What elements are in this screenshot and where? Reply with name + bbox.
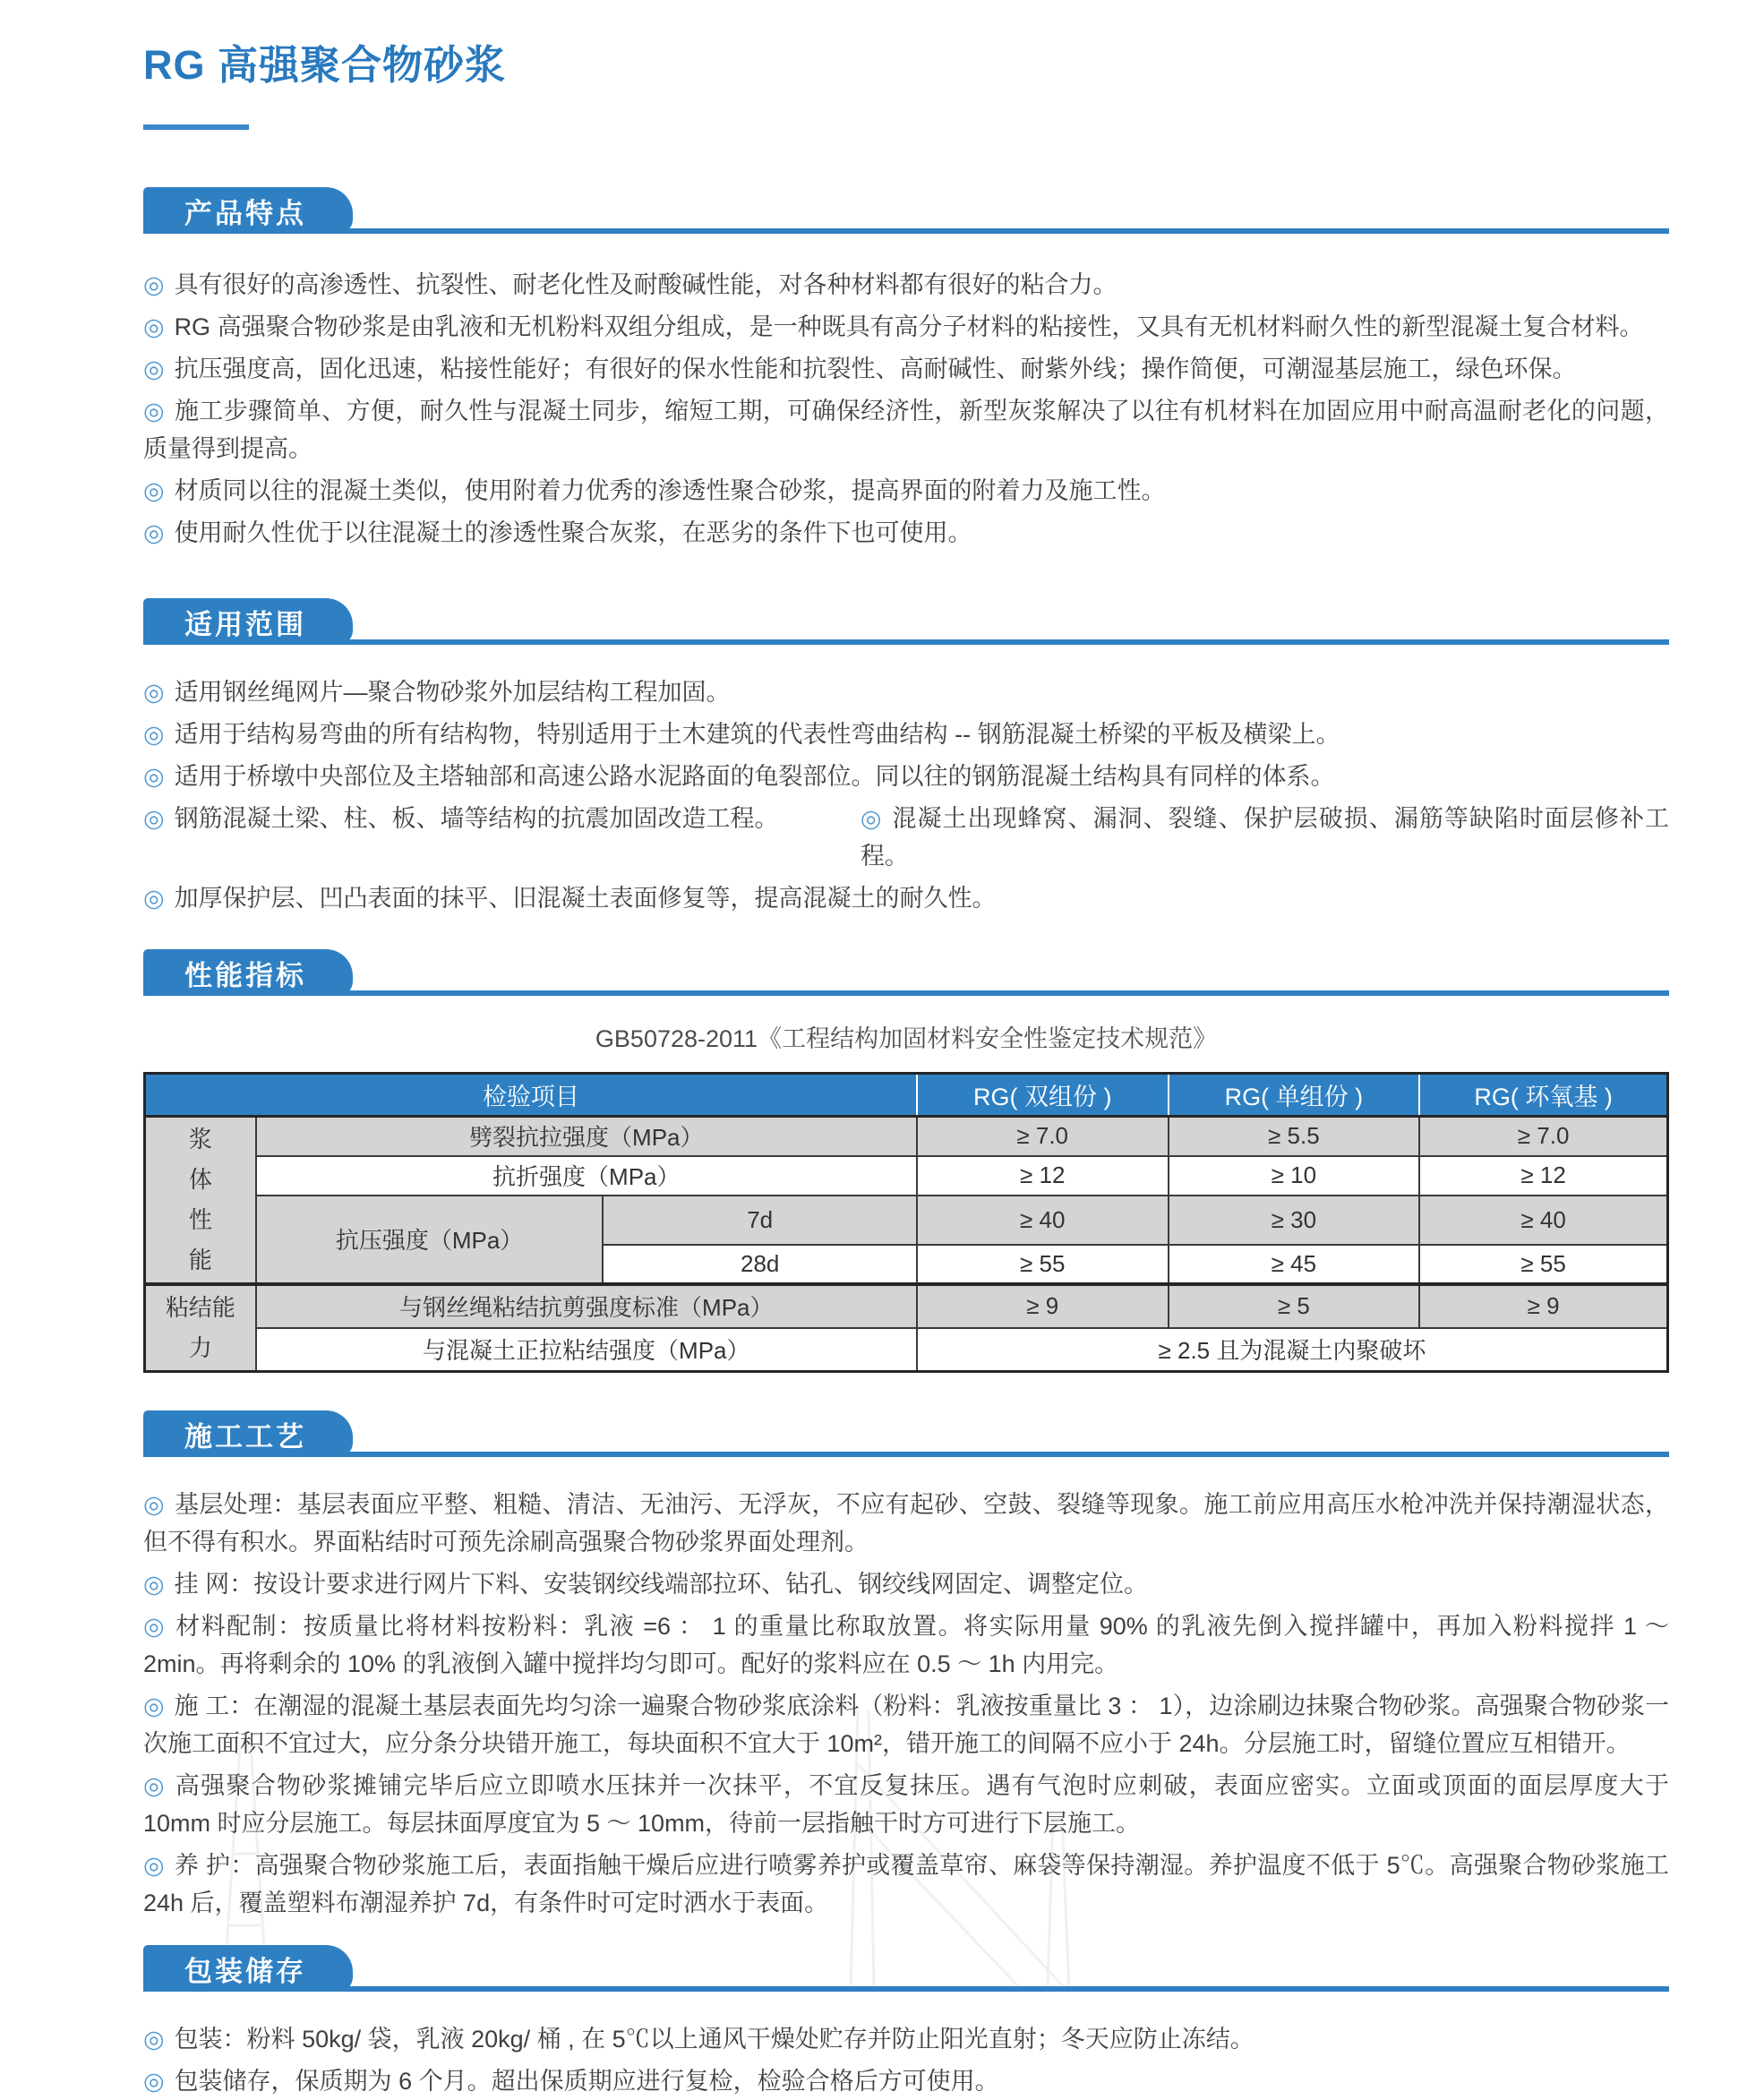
section-banner-packaging: 包装储存 — [143, 1945, 353, 1992]
bullet-item — [143, 1565, 1669, 1603]
title-underline — [143, 124, 249, 130]
feature-text: 抗压强度高，固化迅速，粘接性能好；有很好的保水性能和抗裂性、高耐碱性、耐紫外线；操作简便，可潮湿基层施工，绿色环保。 — [174, 356, 1577, 382]
bullet-item — [143, 716, 1669, 753]
scope-dual-row — [143, 800, 1669, 879]
scope-text: 钢筋混凝土梁、柱、板、墙等结构的抗震加固改造工程。 — [174, 805, 779, 832]
bullet-item — [143, 758, 1669, 795]
scope-text: 适用于桥墩中央部位及主塔轴部和高速公路水泥路面的龟裂部位。同以往的钢筋混凝土结构具有同样的体系。 — [174, 763, 1335, 790]
table-cell-value: ≥ 7.0 — [917, 1117, 1169, 1156]
bullet-item — [143, 800, 861, 875]
bullet-item — [143, 392, 1669, 467]
process-text: 高强聚合物砂浆摊铺完毕后应立即喷水压抹并一次抹平，不宜反复抹压。遇有气泡时应刺破，表面应密实。立面或顶面的面层厚度大于 10mm 时应分层施工。每层抹面厚度宜为 5 ～ 10mm，待前一层指触干时方可进行下层施工。 — [143, 1772, 1669, 1837]
table-cell-value: ≥ 9 — [1419, 1284, 1667, 1328]
table-row — [145, 1284, 1668, 1328]
column-header-rg-one-part: RG( 单组份 ) — [1169, 1074, 1420, 1117]
table-cell-age: 28d — [603, 1245, 916, 1284]
scope-text: 适用钢丝绳网片—聚合物砂浆外加层结构工程加固。 — [174, 679, 731, 706]
bullet-item — [143, 472, 1669, 510]
table-cell-value: ≥ 7.0 — [1419, 1117, 1667, 1156]
section-rule — [143, 639, 1669, 645]
bullet-icon: ◎ — [143, 1852, 165, 1879]
feature-text: 材质同以往的混凝土类似，使用附着力优秀的渗透性聚合砂浆，提高界面的附着力及施工性。 — [174, 477, 1166, 504]
table-cell-value: ≥ 12 — [1419, 1156, 1667, 1196]
bullet-item — [143, 350, 1669, 388]
packaging-text: 包装储存，保质期为 6 个月。超出保质期应进行复检，检验合格后方可使用。 — [174, 2068, 999, 2095]
scope-text: 混凝土出现蜂窝、漏洞、裂缝、保护层破损、漏筋等缺陷时面层修补工程。 — [860, 805, 1669, 870]
feature-text: 具有很好的高渗透性、抗裂性、耐老化性及耐酸碱性能，对各种材料都有很好的粘合力。 — [174, 271, 1117, 298]
section-banner-scope: 适用范围 — [143, 598, 353, 645]
table-cell-value: ≥ 12 — [917, 1156, 1169, 1196]
row-group-label-slurry: 浆体性能 — [145, 1117, 256, 1285]
table-caption: GB50728-2011《工程结构加固材料安全性鉴定技术规范》 — [595, 1025, 1218, 1052]
row-group-label-bonding: 粘结能力 — [145, 1284, 256, 1372]
section-header-performance — [143, 949, 1669, 996]
bullet-item — [143, 2020, 1669, 2058]
scope-list — [143, 673, 1669, 917]
table-cell-value: ≥ 10 — [1169, 1156, 1420, 1196]
packaging-text: 包装：粉料 50kg/ 袋，乳液 20kg/ 桶 , 在 5℃以上通风干燥处贮存并防止阳光直射；冬天应防止冻结。 — [174, 2026, 1254, 2053]
bullet-icon: ◎ — [143, 356, 165, 382]
bullet-icon: ◎ — [143, 1491, 165, 1518]
column-header-rg-two-part: RG( 双组份 ) — [917, 1074, 1169, 1117]
bullet-icon: ◎ — [143, 763, 165, 790]
section-header-features — [143, 187, 1669, 234]
table-cell-value: ≥ 55 — [917, 1245, 1169, 1284]
table-cell-value: ≥ 40 — [917, 1196, 1169, 1246]
bullet-item — [143, 1486, 1669, 1561]
bullet-icon: ◎ — [143, 679, 165, 706]
bullet-icon: ◎ — [143, 1693, 165, 1719]
table-header-row — [145, 1074, 1668, 1117]
section-rule — [143, 228, 1669, 234]
bullet-icon: ◎ — [143, 1571, 165, 1598]
bullet-icon: ◎ — [143, 519, 165, 546]
table-cell-value: ≥ 55 — [1419, 1245, 1667, 1284]
process-text: 基层处理：基层表面应平整、粗糙、清洁、无油污、无浮灰，不应有起砂、空鼓、裂缝等现象。施工前应用高压水枪冲洗并保持潮湿状态，但不得有积水。界面粘结时可预先涂刷高强聚合物砂浆界面处理剂。 — [143, 1491, 1670, 1556]
table-cell-item: 与混凝土正拉粘结强度（MPa） — [256, 1328, 917, 1372]
feature-text: 使用耐久性优于以往混凝土的渗透性聚合灰浆，在恶劣的条件下也可使用。 — [174, 519, 972, 546]
section-header-packaging — [143, 1945, 1669, 1992]
features-list — [143, 266, 1669, 552]
bullet-item — [143, 266, 1669, 304]
feature-text: RG 高强聚合物砂浆是由乳液和无机粉料双组分组成，是一种既具有高分子材料的粘接性，又具有无机材料耐久性的新型混凝土复合材料。 — [174, 313, 1644, 340]
page-title: RG 高强聚合物砂浆 — [143, 42, 507, 88]
section-rule — [143, 1452, 1669, 1457]
table-cell-value: ≥ 5 — [1169, 1284, 1420, 1328]
process-list — [143, 1486, 1669, 1922]
packaging-list — [143, 2020, 1669, 2100]
table-cell-value: ≥ 30 — [1169, 1196, 1420, 1246]
table-row — [145, 1117, 1668, 1156]
bullet-icon: ◎ — [143, 271, 165, 298]
bullet-item — [143, 2062, 1669, 2100]
bullet-icon: ◎ — [143, 477, 165, 504]
scope-text: 加厚保护层、凹凸表面的抹平、旧混凝土表面修复等，提高混凝土的耐久性。 — [174, 885, 997, 912]
table-row — [145, 1156, 1668, 1196]
table-cell-item: 抗压强度（MPa） — [256, 1196, 604, 1285]
bullet-item — [143, 673, 1669, 711]
table-cell-value: ≥ 9 — [917, 1284, 1169, 1328]
bullet-icon: ◎ — [860, 805, 883, 832]
performance-table — [143, 1072, 1669, 1373]
bullet-icon: ◎ — [143, 1613, 167, 1640]
section-header-process — [143, 1410, 1669, 1457]
table-cell-item: 劈裂抗拉强度（MPa） — [256, 1117, 917, 1156]
table-row — [145, 1196, 1668, 1246]
process-text: 养 护：高强聚合物砂浆施工后，表面指触干燥后应进行喷雾养护或覆盖草帘、麻袋等保持潮湿。养护温度不低于 5℃。高强聚合物砂浆施工 24h 后，覆盖塑料布潮湿养护 7d，有条件时可定时洒水于表面。 — [143, 1852, 1669, 1916]
process-text: 材料配制：按质量比将材料按粉料：乳液 =6 ： 1 的重量比称取放置。将实际用量 90% 的乳液先倒入搅拌罐中，再加入粉料搅拌 1 ～ 2min。再将剩余的 10% 的乳液倒入罐中搅拌均匀即可。配好的浆料应在 0.5 ～ 1h 内用完。 — [143, 1613, 1669, 1677]
bullet-item — [143, 1767, 1669, 1842]
bullet-item — [143, 1847, 1669, 1922]
section-banner-features: 产品特点 — [143, 187, 353, 234]
section-banner-process: 施工工艺 — [143, 1410, 353, 1457]
table-cell-value-span: ≥ 2.5 且为混凝土内聚破坏 — [917, 1328, 1668, 1372]
table-cell-value: ≥ 45 — [1169, 1245, 1420, 1284]
table-cell-item: 抗折强度（MPa） — [256, 1156, 917, 1196]
bullet-icon: ◎ — [143, 885, 165, 912]
bullet-icon: ◎ — [143, 721, 165, 748]
bullet-item — [861, 800, 1669, 875]
bullet-icon: ◎ — [143, 2068, 165, 2095]
feature-text: 施工步骤简单、方便，耐久性与混凝土同步，缩短工期，可确保经济性，新型灰浆解决了以往有机材料在加固应用中耐高温耐老化的问题，质量得到提高。 — [143, 398, 1670, 462]
scope-text: 适用于结构易弯曲的所有结构物，特别适用于土木建筑的代表性弯曲结构 -- 钢筋混凝土桥梁的平板及横梁上。 — [174, 721, 1340, 748]
column-header-item: 检验项目 — [145, 1074, 917, 1117]
bullet-icon: ◎ — [143, 805, 165, 832]
section-banner-performance: 性能指标 — [143, 949, 353, 996]
bullet-item — [143, 1607, 1669, 1683]
section-header-scope — [143, 598, 1669, 645]
bullet-item — [143, 879, 1669, 917]
bullet-item — [143, 308, 1669, 346]
process-text: 施 工：在潮湿的混凝土基层表面先均匀涂一遍聚合物砂浆底涂料（粉料：乳液按重量比 3 ： 1），边涂刷边抹聚合物砂浆。高强聚合物砂浆一次施工面积不宜过大，应分条分块错开施工，每块面积不宜大于 10m²，错开施工的间隔不应小于 24h。分层施工时，留缝位置应互相错开。 — [143, 1693, 1669, 1757]
table-cell-item: 与钢丝绳粘结抗剪强度标准（MPa） — [256, 1284, 917, 1328]
bullet-icon: ◎ — [143, 313, 165, 340]
bullet-icon: ◎ — [143, 2026, 165, 2053]
section-rule — [143, 990, 1669, 996]
column-header-rg-epoxy: RG( 环氧基 ) — [1419, 1074, 1667, 1117]
process-text: 挂 网：按设计要求进行网片下料、安装钢绞线端部拉环、钻孔、钢绞线网固定、调整定位。 — [174, 1571, 1149, 1598]
bullet-icon: ◎ — [143, 398, 165, 424]
section-rule — [143, 1986, 1669, 1992]
bullet-item — [143, 1687, 1669, 1762]
bullet-icon: ◎ — [143, 1772, 166, 1799]
table-cell-value: ≥ 40 — [1419, 1196, 1667, 1246]
table-cell-age: 7d — [603, 1196, 916, 1246]
bullet-item — [143, 514, 1669, 552]
table-row — [145, 1328, 1668, 1372]
table-cell-value: ≥ 5.5 — [1169, 1117, 1420, 1156]
